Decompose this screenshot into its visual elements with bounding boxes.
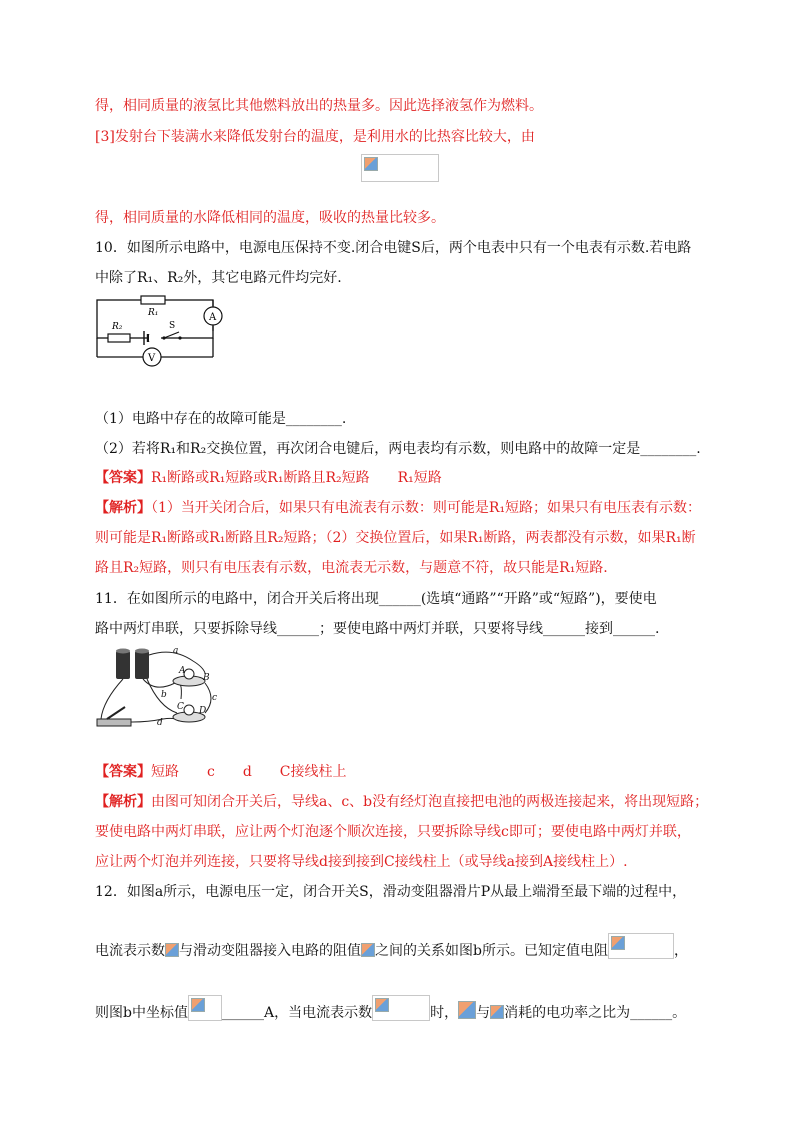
label-voltmeter: V: [148, 353, 156, 364]
broken-image-icon: [458, 1001, 476, 1019]
label-r1: R₁: [148, 308, 159, 318]
formula-image-placeholder: [361, 154, 439, 182]
battery-2: [135, 651, 149, 679]
label-terminal-b: B: [203, 673, 210, 683]
resistor-r1: [141, 296, 165, 304]
broken-image-icon: [361, 943, 375, 957]
analysis-tag: 【解析】: [95, 794, 151, 810]
label-terminal-a: A: [179, 666, 186, 676]
q12-stem-line-1: 12．如图a所示，电源电压一定，闭合开关S，滑动变阻器滑片P从最上端滑至最下端的过程中，: [95, 884, 687, 900]
broken-image-icon: [490, 1005, 504, 1019]
q11-analysis-line-1: [95, 792, 708, 812]
switch-base: [97, 719, 131, 726]
q12-line3-d: 与: [476, 1005, 491, 1021]
q11-analysis-1: 由图可知闭合开关后，导线a、c、b没有经灯泡直接把电池的两极连接起来，将出现短路；: [151, 794, 709, 810]
q10-analysis-line-2: 则可能是R₁断路或R₁断路且R₂短路；（2）交换位置后，如果R₁断路，两表都没有示数，如果R₁断: [95, 530, 696, 546]
q12-line2-c: 之间的关系如图b所示。已知定值电阻: [375, 943, 608, 959]
q12-line3-b: ______A，当电流表示数: [221, 1005, 373, 1021]
label-terminal-d: D: [199, 706, 207, 716]
analysis-tag: 【解析】: [95, 500, 151, 516]
q12-line3-a: 则图b中坐标值: [95, 1005, 188, 1021]
q10-answer: R₁断路或R₁短路或R₁断路且R₂短路 R₁短路: [151, 470, 442, 486]
answer-tag: 【答案】: [95, 764, 151, 780]
q12-stem-line-2: [95, 933, 688, 961]
battery-1: [116, 651, 130, 679]
formula-image-placeholder: [608, 933, 674, 959]
label-wire-d: d: [157, 718, 163, 728]
q12-line2-a: 电流表示数: [95, 943, 165, 959]
q12-stem-line-3: [95, 995, 686, 1023]
q12-line3-e: 消耗的电功率之比为______。: [504, 1005, 687, 1021]
switch-s: [164, 332, 179, 338]
q12-line2-b: 与滑动变阻器接入电路的阻值: [179, 943, 361, 959]
q11-circuit-photo: [93, 643, 223, 735]
broken-image-icon: [364, 157, 378, 171]
label-wire-c: c: [212, 693, 218, 703]
lamp-bulb-bottom: [184, 705, 194, 715]
q10-circuit-diagram: [94, 291, 224, 373]
q10-answer-line: [95, 468, 442, 488]
prev-text-line-1: 得，相同质量的液氢比其他燃料放出的热量多。因此选择液氢作为燃料。: [95, 98, 543, 114]
q10-stem-line-2: 中除了R₁、R₂外，其它电路元件均完好.: [95, 270, 342, 286]
q11-analysis-line-3: 应让两个灯泡并列连接，只要将导线d接到接到C接线柱上（或导线a接到A接线柱上）.: [95, 854, 628, 870]
prev-text-line-3: 得，相同质量的水降低相同的温度，吸收的热量比较多。: [95, 210, 445, 226]
q10-stem-line-1: 10．如图所示电路中，电源电压保持不变.闭合电键S后，两个电表中只有一个电表有示数.若电路: [95, 240, 692, 256]
q11-stem-line-2: 路中两灯串联，只要拆除导线______；要使电路中两灯并联，只要将导线______接到______.: [95, 621, 660, 637]
label-ammeter: A: [209, 312, 217, 323]
prev-text-line-2: [3]发射台下装满水来降低发射台的温度，是利用水的比热容比较大，由: [95, 129, 535, 145]
broken-image-icon: [611, 936, 625, 950]
formula-image-placeholder: [188, 995, 222, 1021]
broken-image-icon: [191, 998, 205, 1012]
q11-analysis-line-2: 要使电路中两灯串联，应让两个灯泡逐个顺次连接，只要拆除导线c即可；要使电路中两灯并联，: [95, 824, 691, 840]
lamp-bulb-top: [184, 669, 194, 679]
answer-tag: 【答案】: [95, 470, 151, 486]
label-r2: R₂: [112, 322, 123, 332]
label-wire-a: a: [173, 646, 179, 656]
q11-stem-line-1: 11．在如图所示的电路中，闭合开关后将出现______(选填“通路”“开路”或“短路”)，要使电: [95, 591, 657, 607]
q12-line2-end: ，: [673, 943, 688, 959]
q10-analysis-line-1: [95, 498, 701, 518]
label-s: S: [169, 321, 176, 331]
q10-sub-2: （2）若将R₁和R₂交换位置，再次闭合电键后，两电表均有示数，则电路中的故障一定是________.: [95, 441, 701, 457]
q12-line3-c: 时，: [430, 1005, 459, 1021]
label-wire-b: b: [161, 690, 167, 700]
label-terminal-c: C: [177, 702, 184, 712]
resistor-r2: [108, 334, 130, 342]
switch-lever: [107, 707, 125, 719]
q10-analysis-line-3: 路且R₂短路，则只有电压表有示数，电流表无示数，与题意不符，故只能是R₁短路.: [95, 560, 608, 576]
q10-analysis-1: （1）当开关闭合后，如果只有电流表有示数：则可能是R₁短路；如果只有电压表有示数：: [151, 500, 702, 516]
broken-image-icon: [375, 998, 389, 1012]
broken-image-icon: [165, 943, 179, 957]
q11-answer-line: [95, 762, 347, 782]
q11-answer: 短路 c d C接线柱上: [151, 764, 347, 780]
q10-sub-1: （1）电路中存在的故障可能是________.: [95, 411, 347, 427]
formula-image-placeholder: [372, 995, 430, 1021]
